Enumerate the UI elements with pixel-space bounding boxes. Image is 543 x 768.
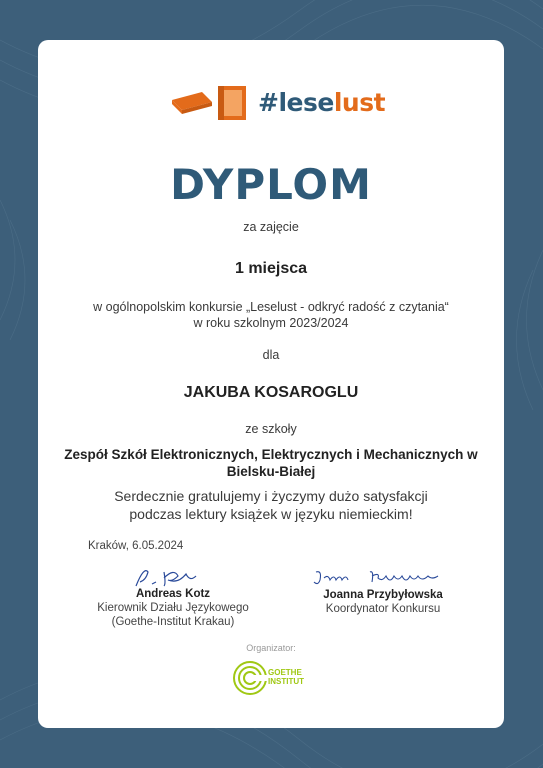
signature-block-2 (298, 588, 468, 616)
signer-1-name: Andreas Kotz (135, 588, 211, 600)
leselust-wordmark (258, 88, 385, 117)
signer-2-name: Joanna Przybyłowska (323, 589, 443, 601)
recipient-name: JAKUBA KOSAROGLU (183, 384, 359, 401)
diploma-title: DYPLOM (170, 160, 372, 209)
svg-text:GOETHE: GOETHE (268, 668, 302, 677)
for-whom: dla (262, 348, 280, 362)
wishes-line-2: podczas lektury książek w języku niemieckim! (129, 506, 413, 522)
place-date: Kraków, 6.05.2024 (88, 540, 184, 552)
school-line-2: Bielsku-Białej (226, 464, 316, 479)
logo-lust: lust (333, 88, 386, 117)
organizer-label: Organizator: (246, 643, 296, 653)
contest-line-2: w roku szkolnym 2023/2024 (193, 316, 349, 330)
school-line-1: Zespół Szkół Elektronicznych, Elektrycznych i Mechanicznych w (64, 447, 478, 462)
svg-text:INSTITUT: INSTITUT (268, 677, 304, 686)
for-line: za zajęcie (243, 220, 299, 234)
logo-lese: lese (278, 88, 334, 117)
contest-line-1: w ogólnopolskim konkursie „Leselust - odkryć radość z czytania“ (93, 300, 449, 314)
wishes-line-1: Serdecznie gratulujemy i życzymy dużo satysfakcji (114, 488, 428, 504)
signer-2-role: Koordynator Konkursu (325, 603, 441, 615)
signature-przybylowska (312, 566, 442, 590)
place-text: 1 miejsca (234, 260, 308, 277)
signature-block-1 (78, 587, 268, 629)
signer-1-role-1: Kierownik Działu Językowego (97, 602, 249, 614)
from-school: ze szkoły (245, 422, 297, 436)
book-icon (172, 86, 246, 120)
signer-1-role-2: (Goethe-Institut Krakau) (111, 616, 235, 628)
goethe-institut-logo (232, 658, 312, 698)
logo-hash: # (258, 88, 279, 117)
